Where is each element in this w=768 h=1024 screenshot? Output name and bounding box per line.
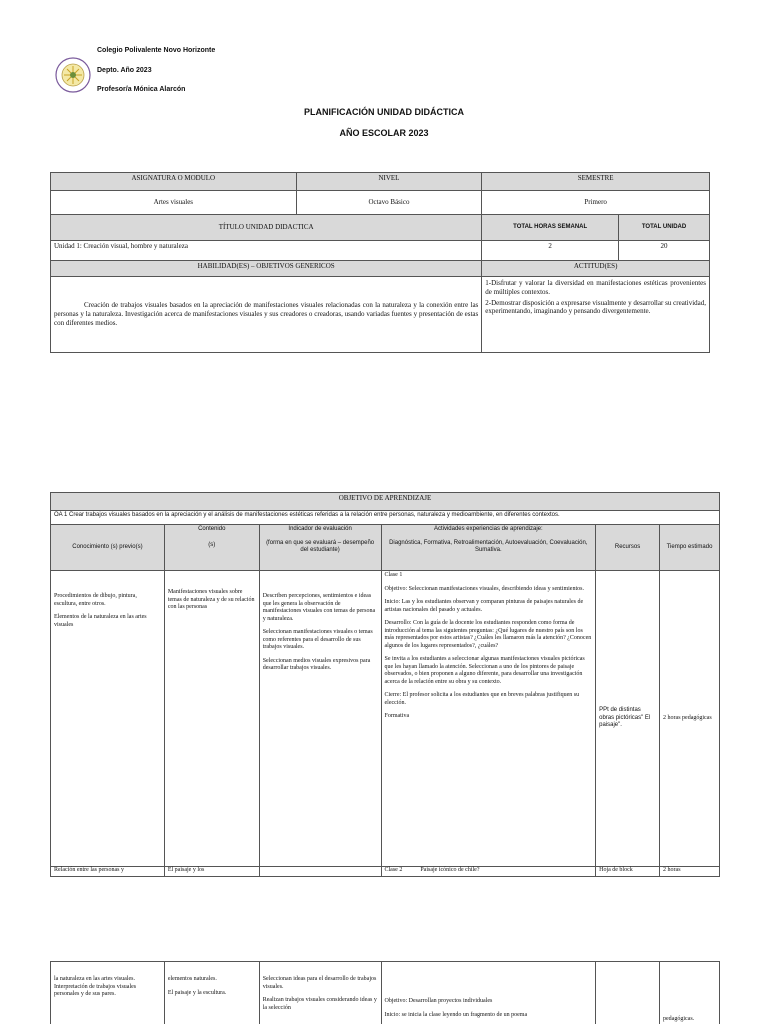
contenido-header: Contenido <box>198 526 226 532</box>
asignatura-header: ASIGNATURA O MODULO <box>51 173 297 191</box>
indicador-header: Indicador de evaluación <box>288 526 352 532</box>
actividades-header: Actividades experiencias de aprendizaje: <box>433 526 543 532</box>
actividad-seleccion: Se invita a los estudiantes a seleccionar algunas manifestaciones visuales pictóricas que les hayan llamado la atención. Seleccionan a uno de los pintores de paisaje observados, o bien proponen a alguno diferente, para desarrollar una investigación acerca de la relación entre su obra y su contexto. <box>384 656 585 685</box>
department: Depto. Año 2023 <box>97 67 152 74</box>
actitudes-header: ACTITUD(ES) <box>482 261 710 277</box>
conocimiento-1: Procedimientos de dibujo, pintura, escultura, entre otros. <box>54 593 137 607</box>
oa-text: OA 1 Crear trabajos visuales basados en la apreciación y el análisis de manifestaciones estéticas referidas a la relación entre personas, naturaleza y medioambiente, en diferentes contextos. <box>51 511 720 525</box>
conocimiento-header: Conocimiento (s) previo(s) <box>51 525 165 571</box>
contenido-value: Manifestaciones visuales sobre temas de naturaleza y de su relación con las personas <box>164 571 259 867</box>
semestre-header: SEMESTRE <box>482 173 710 191</box>
total-value: 20 <box>619 241 710 261</box>
t3-contenido-a: elementos naturales. <box>167 976 217 982</box>
page-title: PLANIFICACIÓN UNIDAD DIDÁCTICA <box>304 107 464 117</box>
indicador-3: Seleccionan medios visuales expresivos para desarrollar trabajos visuales. <box>262 657 371 671</box>
r2-contenido: El paisaje y los <box>164 867 259 877</box>
r2-conocimiento: Relación entre las personas y <box>51 867 165 877</box>
school-name: Colegio Polivalente Novo Horizonte <box>97 47 216 54</box>
t3-actividad-a: Objetivo: Desarrollan proyectos individuales <box>384 998 493 1004</box>
asignatura-value: Artes visuales <box>51 191 297 215</box>
actividad-objetivo: Objetivo: Seleccionan manifestaciones visuales, describiendo ideas y sentimientos. <box>384 585 584 592</box>
r2-tiempo: 2 horas <box>660 867 720 877</box>
nivel-value: Octavo Básico <box>296 191 482 215</box>
actividad-desarrollo: Desarrollo: Con la guía de la docente los estudiantes responden como forma de introducción al tema las siguientes preguntas: ¿Qué lugares de nuestro país son los más representados por estos artistas? ¿Cuáles les llamaron más la atención? ¿Conocen algunos de los lugares representados?, ¿cuáles? <box>384 620 592 649</box>
actividad-evaluacion: Formativa <box>384 713 410 719</box>
semestre-value: Primero <box>482 191 710 215</box>
teacher-name: Profesor/a Mónica Alarcón <box>97 86 186 93</box>
indicador-2: Seleccionan manifestaciones visuales o temas como referentes para el desarrollo de sus trabajos visuales. <box>262 629 373 650</box>
actividades-sub: Diagnóstica, Formativa, Retroalimentación, Autoevaluación, Coevaluación, Sumativa. <box>389 539 588 553</box>
indicador-1: Describen percepciones, sentimientos e ideas que les genera la observación de manifestaciones visuales con temas de persona y naturaleza. <box>262 593 376 622</box>
recursos-header: Recursos <box>596 525 660 571</box>
horas-value: 2 <box>482 241 619 261</box>
tiempo-header: Tiempo estimado <box>660 525 720 571</box>
actividad-inicio: Inicio: Las y los estudiantes observan y comparan pinturas de paisajes naturales de artistas nacionales del pasado y actuales. <box>384 599 584 613</box>
titulo-header: TÍTULO UNIDAD DIDACTICA <box>51 215 482 241</box>
r2-recursos: Hoja de block <box>596 867 660 877</box>
r2-tema: Paisaje icónico de chile? <box>420 867 480 873</box>
actividad-cierre: Cierre: El profesor solicita a los estudiantes que en breves palabras justifiquen su elección. <box>384 692 580 706</box>
tiempo-value: 2 horas pedagógicas <box>660 571 720 867</box>
t3-contenido-b: El paisaje y la escultura. <box>167 989 227 996</box>
t3-tiempo: pedagógicas. <box>660 962 720 1024</box>
school-year: AÑO ESCOLAR 2023 <box>339 128 429 138</box>
habilidades-header: HABILIDAD(ES) – OBJETIVOS GENERICOS <box>51 261 482 277</box>
horas-header: TOTAL HORAS SEMANAL <box>482 215 619 241</box>
continuation-table <box>50 961 720 1024</box>
conocimiento-2: Elementos de la naturaleza en las artes visuales <box>54 614 147 628</box>
t3-indicador-b: Realizan trabajos visuales considerando ideas y la selección <box>262 997 377 1011</box>
actitud-1: 1-Disfrutar y valorar la diversidad en manifestaciones estéticas provenientes de múltiples contextos. <box>485 279 706 296</box>
t3-actividad-b: Inicio: se inicia la clase leyendo un fragmento de un poema <box>384 1011 528 1018</box>
indicador-sub: (forma en que se evaluará – desempeño del estudiante) <box>266 539 375 553</box>
recursos-value: PPt de distintas obras pictóricas" El paisaje". <box>596 571 660 867</box>
school-logo <box>54 56 92 94</box>
unit-info-table <box>50 172 710 353</box>
contenido-sub: (s) <box>208 541 216 548</box>
habilidades-text: Creación de trabajos visuales basados en la apreciación de manifestaciones visuales relacionadas con la naturaleza y la conexión entre las personas y la naturaleza. Investigación acerca de manifestaciones visuales y sus creadores o creadoras, usando variadas fuentes y presentación de estas con diferentes medios. <box>51 277 482 353</box>
r2-clase: Clase 2 <box>384 867 403 873</box>
t3-conocimiento: la naturaleza en las artes visuales. Interpretación de trabajos visuales personales y de sus pares. <box>51 962 165 1024</box>
learning-objective-table <box>50 492 720 877</box>
objetivo-header: OBJETIVO DE APRENDIZAJE <box>51 493 720 511</box>
total-header: TOTAL UNIDAD <box>619 215 710 241</box>
nivel-header: NIVEL <box>296 173 482 191</box>
unidad-value: Unidad 1: Creación visual, hombre y naturaleza <box>51 241 482 261</box>
t3-indicador-a: Seleccionan ideas para el desarrollo de trabajos visuales. <box>262 976 377 990</box>
actitud-2: 2-Demostrar disposición a expresarse visualmente y desarrollar su creatividad, experimentando, imaginando y pensando divergentemente. <box>485 298 706 316</box>
clase-1-label: Clase 1 <box>384 572 403 578</box>
